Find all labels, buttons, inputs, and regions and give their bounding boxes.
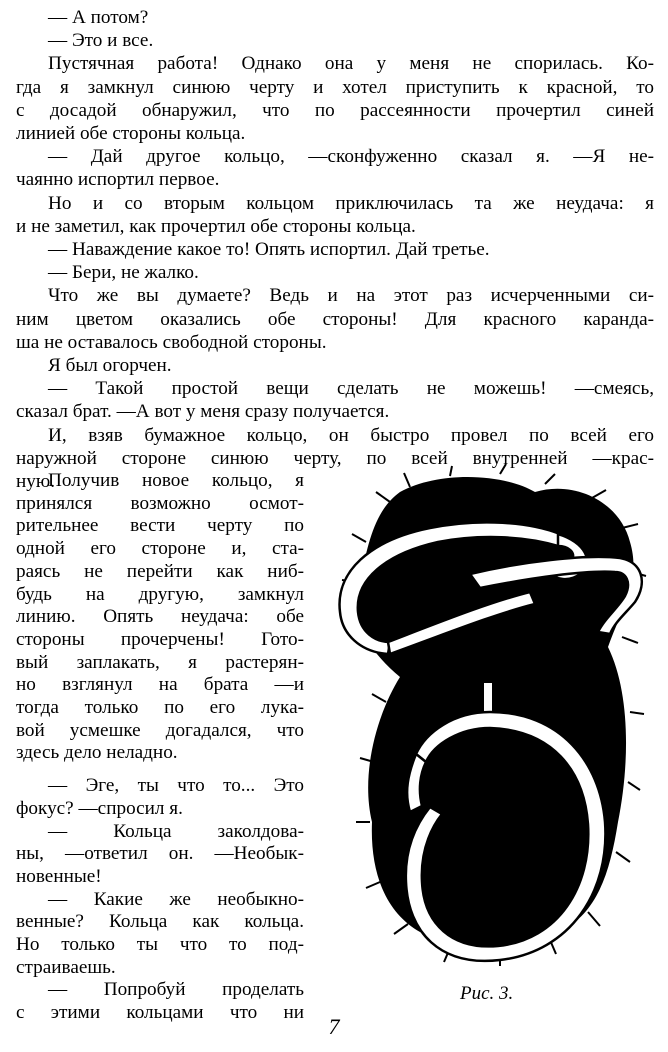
- left-column-text: [16, 470, 304, 1025]
- text-line: гда я замкнул синюю черту и хотел приступить к красной, то: [16, 76, 654, 98]
- text-line: ним цветом оказались обе стороны! Для красного каранда-: [16, 308, 654, 330]
- text-line: здесь дело неладно.: [16, 742, 178, 764]
- paragraph-gap: [16, 765, 304, 775]
- figure-illustration: [330, 462, 650, 972]
- text-line: вый заплакать, я растерян-: [16, 651, 304, 673]
- text-line: тогда только по его лука-: [16, 697, 304, 719]
- text-line: принялся возможно осмот-: [16, 492, 304, 514]
- text-line: ную.: [16, 471, 55, 493]
- figure-caption: Рис. 3.: [460, 983, 514, 1004]
- text-line: чаянно испортил первое.: [16, 169, 220, 191]
- text-line: венные? Кольца как кольца.: [16, 911, 304, 933]
- text-line: с этими кольцами что ни: [16, 1002, 304, 1024]
- text-line: линией обе стороны кольца.: [16, 123, 246, 145]
- text-line: ша не оставалось свободной стороны.: [16, 331, 327, 353]
- text-line: одной его стороне и, ста-: [16, 538, 304, 560]
- text-line: стороны прочерчены! Гото-: [16, 628, 304, 650]
- text-line: Но только ты что то под-: [16, 934, 304, 956]
- text-line: Что же вы думаете? Ведь и на этот раз исчерченными си-: [48, 285, 654, 307]
- text-line: будь на другую, замкнул: [16, 583, 304, 605]
- text-line: Но и со вторым кольцом приключилась та же неудача: я: [48, 192, 654, 214]
- text-line: рительнее вести черту по: [16, 515, 304, 537]
- text-line: — Такой простой вещи сделать не можешь! —смеясь,: [48, 378, 654, 400]
- text-line: линию. Опять неудача: обе: [16, 606, 304, 628]
- text-line: И, взяв бумажное кольцо, он быстро провел по всей его: [48, 424, 654, 446]
- text-line: страиваешь.: [16, 956, 116, 978]
- text-line: фокус? —спросил я.: [16, 797, 183, 819]
- page-number: 7: [328, 1014, 340, 1039]
- text-line: — Это и все.: [48, 30, 154, 52]
- text-line: — Наваждение какое то! Опять испортил. Дай третье.: [48, 239, 490, 261]
- text-line: — Эге, ты что то... Это: [48, 775, 304, 797]
- text-line: Пустячная работа! Однако она у меня не спорилась. Ко-: [48, 53, 654, 75]
- text-line: наружной стороне синюю черту, по всей внутренней —крас-: [16, 447, 654, 469]
- text-line: вой усмешке догадался, что: [16, 719, 304, 741]
- text-line: с досадой обнаружил, что по рассеянности прочертил синей: [16, 99, 654, 121]
- text-line: раясь не перейти как ниб-: [16, 560, 304, 582]
- text-line: — Попробуй проделать: [48, 979, 304, 1001]
- text-line: — Дай другое кольцо, —сконфуженно сказал я. —Я не-: [48, 146, 654, 168]
- text-line: Я был огорчен.: [48, 355, 172, 377]
- text-line: но взглянул на брата —и: [16, 674, 304, 696]
- text-line: Получив новое кольцо, я: [48, 470, 304, 491]
- text-line: новенные!: [16, 865, 102, 887]
- text-line: сказал брат. —А вот у меня сразу получается.: [16, 401, 390, 423]
- text-line: и не заметил, как прочертил обе стороны кольца.: [16, 215, 416, 237]
- text-line: — А потом?: [48, 7, 149, 28]
- text-line: — Какие же необыкно-: [48, 888, 304, 910]
- text-line: — Кольца заколдова-: [48, 820, 304, 842]
- text-line: — Бери, не жалко.: [48, 262, 199, 284]
- text-line: ны, —ответил он. —Необык-: [16, 843, 304, 865]
- paper-rings-icon: [330, 462, 650, 972]
- full-width-text: [16, 6, 654, 493]
